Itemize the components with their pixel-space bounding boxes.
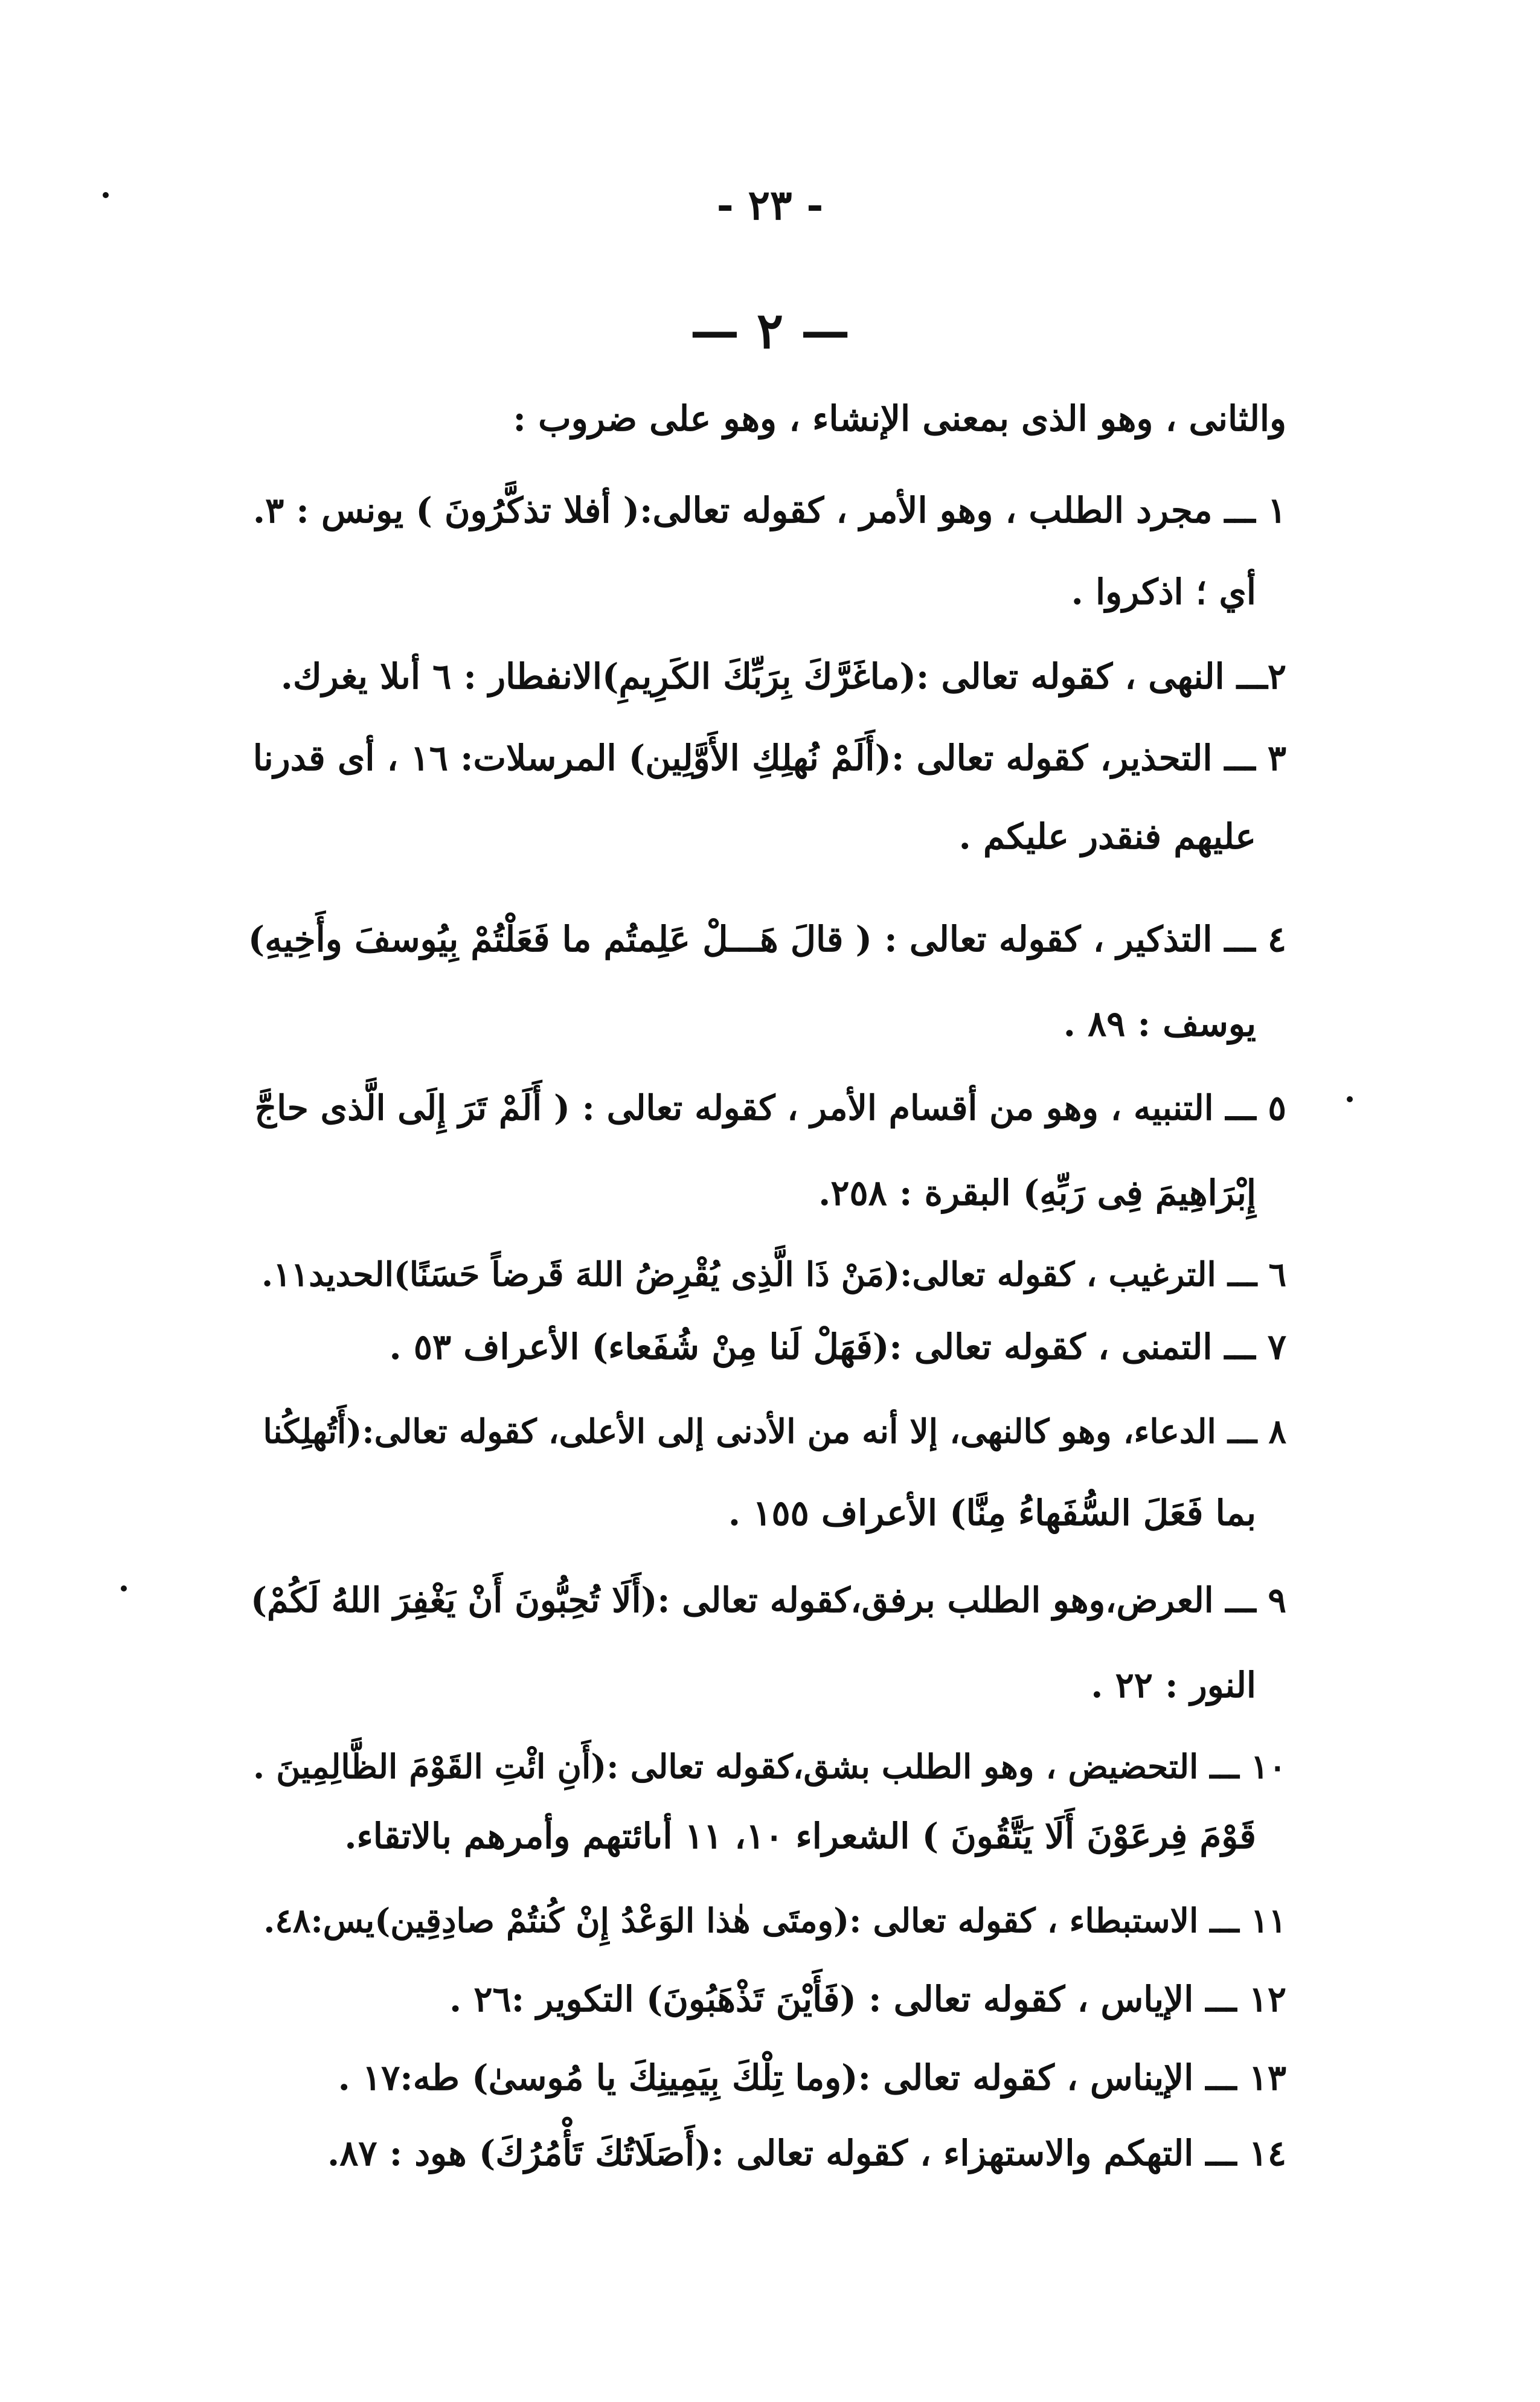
text-line: ٢ـــ النهى ، كقوله تعالى :(ماغَرَّكَ بِرَبِّكَ الكَرِيمِ)الانفطار : ٦ أىلا يغرك. xyxy=(280,656,1286,697)
text-line: والثانى ، وهو الذى بمعنى الإنشاء ، وهو على ضروب : xyxy=(513,398,1286,439)
text-line: ١٢ ـــ الإياس ، كقوله تعالى : (فَأَيْنَ تَذْهَبُونَ) التكوير :٢٦ . xyxy=(449,1979,1286,2020)
section-number: — ٢ — xyxy=(690,302,850,360)
text-line: يوسف : ٨٩ . xyxy=(1063,1003,1256,1044)
text-line: ١١ ـــ الاستبطاء ، كقوله تعالى :(ومتَى هٰذا الوَعْدُ إِنْ كُنتُمْ صادِقِين)يس:٤٨. xyxy=(263,1901,1286,1940)
scan-speck xyxy=(1347,1096,1353,1102)
text-line: ٥ ـــ التنبيه ، وهو من أقسام الأمر ، كقوله تعالى : ( أَلَمْ تَرَ إِلَى الَّذى حاجَّ xyxy=(254,1088,1286,1128)
text-line: النور : ٢٢ . xyxy=(1091,1665,1256,1706)
scan-speck xyxy=(121,1585,127,1591)
text-line: ٧ ـــ التمنى ، كقوله تعالى :(فَهَلْ لَنا مِنْ شُفَعاء) الأعراف ٥٣ . xyxy=(389,1326,1286,1367)
text-line: ١ ـــ مجرد الطلب ، وهو الأمر ، كقوله تعالى:( أفلا تذكَّرُونَ ) يونس : ٣. xyxy=(252,490,1286,531)
text-line: ١٠ ـــ التحضيض ، وهو الطلب بشق،كقوله تعالى :(أَنِ ائْتِ القَوْمَ الظَّالِمِينَ . xyxy=(253,1747,1286,1786)
text-line: أي ؛ اذكروا . xyxy=(1071,571,1256,612)
text-line: ١٤ ـــ التهكم والاستهزاء ، كقوله تعالى :(أَصَلَاتُكَ تَأْمُرُكَ) هود : ٨٧. xyxy=(327,2133,1286,2174)
text-line: ٨ ـــ الدعاء، وهو كالنهى، إلا أنه من الأدنى إلى الأعلى، كقوله تعالى:(أَتُهلِكُنا xyxy=(263,1411,1286,1451)
text-line: ١٣ ـــ الإيناس ، كقوله تعالى :(وما تِلْكَ بِيَمِينِكَ يا مُوسىٰ) طه:١٧ . xyxy=(338,2057,1286,2098)
text-line: عليهم فنقدر عليكم . xyxy=(958,816,1256,857)
text-line: ٩ ـــ العرض،وهو الطلب برفق،كقوله تعالى :(أَلَا تُحِبُّونَ أَنْ يَغْفِرَ اللهُ لَكُمْ) xyxy=(251,1580,1286,1620)
page-number: - ٢٣ - xyxy=(716,181,824,230)
text-line: ٤ ـــ التذكير ، كقوله تعالى : ( قالَ هَـــلْ عَلِمتُم ما فَعَلْتُمْ بِيُوسفَ وأَخِيهِ) xyxy=(248,919,1286,960)
text-line: ٣ ـــ التحذير، كقوله تعالى :(أَلَمْ نُهلِكِ الأَوَّلِين) المرسلات: ١٦ ، أى قدرنا xyxy=(252,737,1286,779)
text-line: إِبْرَاهِيمَ فِى رَبِّهِ) البقرة : ٢٥٨. xyxy=(818,1172,1256,1213)
text-line: قَوْمَ فِرعَوْنَ أَلَا يَتَّقُونَ ) الشعراء ١٠، ١١ أىائتهم وأمرهم بالاتقاء. xyxy=(344,1816,1256,1857)
text-line: ٦ ـــ الترغيب ، كقوله تعالى:(مَنْ ذَا الَّذِى يُقْرِضُ اللهَ قَرضاً حَسَنًا)الحديد١١. xyxy=(261,1254,1286,1294)
text-line: بما فَعَلَ السُّفَهاءُ مِنَّا) الأعراف ١٥٥ . xyxy=(728,1492,1256,1533)
